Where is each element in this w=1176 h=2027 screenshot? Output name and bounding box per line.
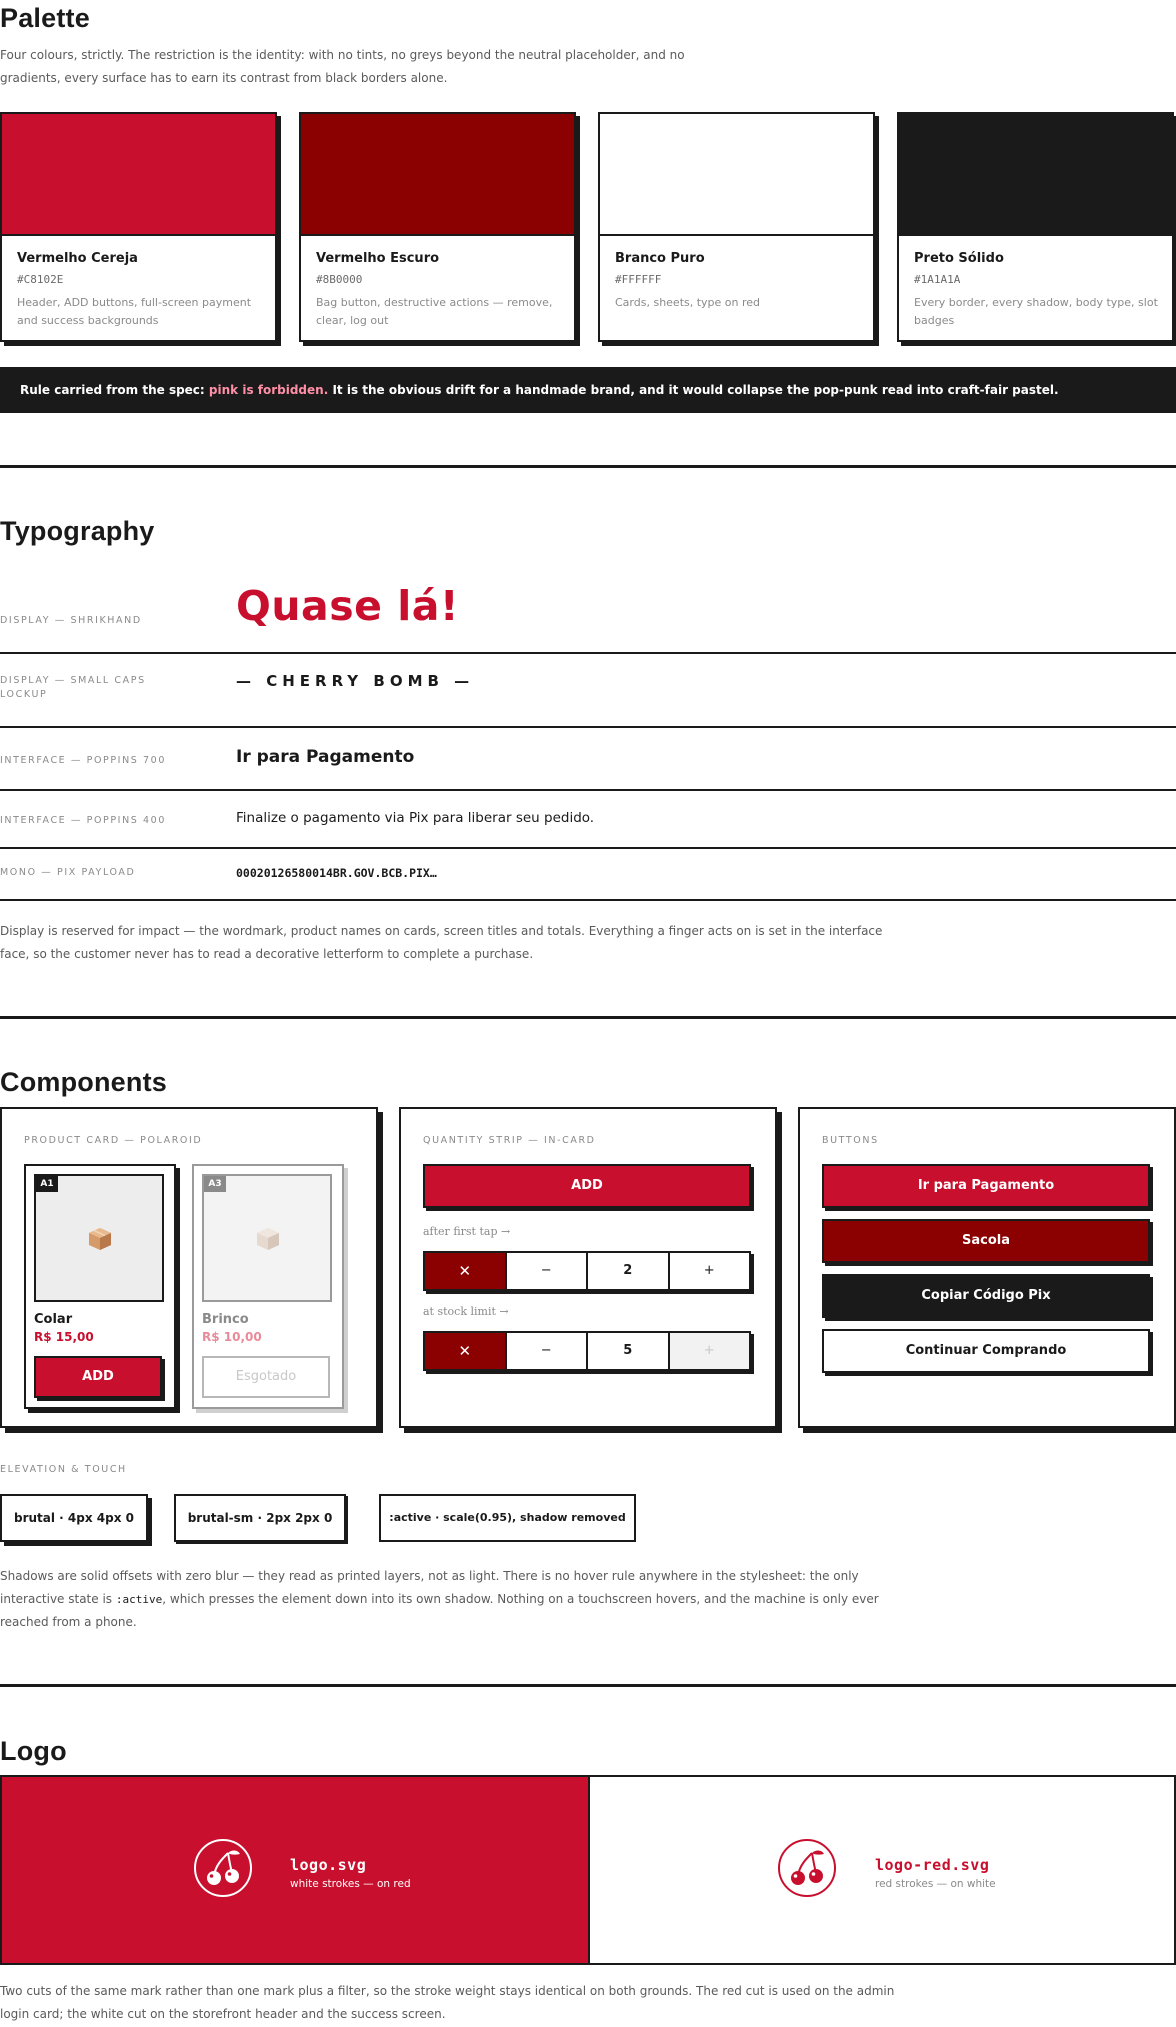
logo-heading: Logo (0, 1736, 67, 1766)
product-card-brinco (192, 1164, 344, 1409)
logo-panel-red (0, 1775, 589, 1965)
copy-pix-code-button[interactable]: Copiar Código Pix (822, 1274, 1150, 1318)
swatch-hex: #FFFFFF (615, 273, 662, 286)
logo-description: white strokes — on red (290, 1878, 411, 1890)
swatch-hex: #8B0000 (316, 273, 363, 286)
swatch-color (2, 114, 275, 236)
decrement-button[interactable]: − (507, 1253, 589, 1289)
type-label: INTERFACE — POPPINS 400 (0, 815, 166, 826)
swatch-color (899, 114, 1172, 236)
panel-title: QUANTITY STRIP — IN-CARD (423, 1135, 596, 1146)
type-row-lockup (0, 654, 1176, 728)
cherry-logo-icon (776, 1837, 838, 1899)
section-divider (0, 1684, 1176, 1687)
elevation-note-a: Shadows are solid offsets with zero blur — they read as printed layers, not as light. There is no hover rule anywhere in the stylesheet: the only interactive state is (0, 1569, 859, 1606)
panel-title: BUTTONS (822, 1135, 879, 1146)
quantity-stepper-stock-limit (423, 1331, 751, 1371)
swatch-color (301, 114, 574, 236)
swatch-color (600, 114, 873, 236)
swatch-vermelho-cereja (0, 112, 277, 342)
type-row-display (0, 560, 1176, 654)
active-state-sample: :active · scale(0.95), shadow removed (379, 1494, 636, 1542)
remove-button[interactable]: ✕ (425, 1333, 507, 1369)
product-name: Brinco (202, 1312, 249, 1327)
type-label: MONO — PIX PAYLOAD (0, 867, 136, 878)
buttons-panel (798, 1107, 1176, 1428)
swatch-hex: #C8102E (17, 273, 64, 286)
typography-heading: Typography (0, 516, 155, 546)
product-photo (202, 1174, 332, 1302)
swatch-name: Vermelho Cereja (17, 251, 138, 266)
add-button[interactable]: ADD (423, 1164, 751, 1208)
components-heading: Components (0, 1067, 167, 1097)
quantity-value: 5 (588, 1333, 670, 1369)
type-row-poppins-700 (0, 728, 1176, 791)
type-label: INTERFACE — POPPINS 700 (0, 755, 166, 766)
quantity-strip-panel (399, 1107, 777, 1428)
rule-rest: It is the obvious drift for a handmade brand, and it would collapse the pop-punk read into craft-fair pastel. (332, 383, 1059, 397)
type-row-mono (0, 849, 1176, 901)
swatch-vermelho-escuro (299, 112, 576, 342)
swatch-desc: Every border, every shadow, body type, slot badges (914, 296, 1158, 327)
swatch-branco-puro (598, 112, 875, 342)
section-divider (0, 1016, 1176, 1019)
type-label: DISPLAY — SHRIKHAND (0, 615, 142, 626)
palette-heading: Palette (0, 3, 90, 33)
increment-button-disabled: + (670, 1333, 750, 1369)
type-sample-mono: 00020126580014BR.GOV.BCB.PIX… (236, 866, 437, 880)
swatch-desc: Bag button, destructive actions — remove, clear, log out (316, 296, 553, 327)
strip-caption-first: after first tap → (423, 1225, 511, 1238)
sold-out-button: Esgotado (202, 1356, 330, 1398)
typography-note: Display is reserved for impact — the wordmark, product names on cards, screen titles and totals. Everything a finger acts on is set in the interface face, so the customer never has to read a decorative letterform to complete a purchase. (0, 924, 883, 961)
quantity-stepper-first-tap (423, 1251, 751, 1291)
slot-badge: A3 (204, 1176, 226, 1192)
section-divider (0, 465, 1176, 468)
rule-lead: Rule carried from the spec: (20, 383, 205, 397)
logo-panel-white (589, 1775, 1176, 1965)
remove-button[interactable]: ✕ (425, 1253, 507, 1289)
product-card-colar[interactable] (24, 1164, 176, 1409)
elevation-title: ELEVATION & TOUCH (0, 1464, 127, 1475)
continue-shopping-button[interactable]: Continuar Comprando (822, 1329, 1150, 1373)
logo-note: Two cuts of the same mark rather than one mark plus a filter, so the stroke weight stays identical on both grounds. The red cut is used on the admin login card; the white cut on the storefront header and the success screen. (0, 1984, 895, 2021)
type-label: DISPLAY — SMALL CAPS LOCKUP (0, 675, 146, 700)
product-price: R$ 10,00 (202, 1330, 262, 1344)
elevation-note-b: , which presses the element down into its own shadow. Nothing on a touchscreen hovers, and the machine is only ever reached from a phone. (0, 1592, 879, 1629)
swatch-name: Vermelho Escuro (316, 251, 440, 266)
increment-button[interactable]: + (703, 1263, 715, 1278)
quantity-value: 2 (588, 1253, 670, 1289)
logo-file-name: logo-red.svg (875, 1856, 990, 1874)
swatch-name: Preto Sólido (914, 251, 1004, 266)
swatch-preto-solido (897, 112, 1174, 342)
swatch-desc: Header, ADD buttons, full-screen payment and success backgrounds (17, 296, 252, 327)
add-button[interactable]: ADD (34, 1356, 162, 1398)
type-sample-regular: Finalize o pagamento via Pix para liberar seu pedido. (236, 810, 595, 826)
elevation-note (0, 1565, 880, 1634)
product-card-panel (0, 1107, 378, 1428)
box-icon (255, 1226, 281, 1252)
slot-badge: A1 (36, 1176, 58, 1192)
logo-description: red strokes — on white (875, 1878, 996, 1890)
type-sample-display: Quase lá! (236, 582, 460, 630)
type-sample-bold: Ir para Pagamento (236, 747, 415, 767)
logo-file-name: logo.svg (290, 1856, 367, 1874)
bag-button[interactable]: Sacola (822, 1219, 1150, 1263)
cherry-logo-icon (192, 1837, 254, 1899)
palette-intro: Four colours, strictly. The restriction is the identity: with no tints, no greys beyond the neutral placeholder, and no gradients, every surface has to earn its contrast from black borders alone. (0, 48, 685, 85)
brutal-shadow-sample: brutal · 4px 4px 0 (0, 1494, 148, 1542)
box-icon (87, 1226, 113, 1252)
go-to-payment-button[interactable]: Ir para Pagamento (822, 1164, 1150, 1208)
rule-highlight: pink is forbidden. (208, 383, 329, 397)
swatch-name: Branco Puro (615, 251, 705, 266)
panel-title: PRODUCT CARD — POLAROID (24, 1135, 203, 1146)
swatch-desc: Cards, sheets, type on red (615, 296, 761, 309)
elevation-note-code: :active (115, 1593, 163, 1606)
swatch-hex: #1A1A1A (914, 273, 961, 286)
brutal-sm-shadow-sample: brutal-sm · 2px 2px 0 (174, 1494, 346, 1542)
strip-caption-limit: at stock limit → (423, 1305, 509, 1318)
decrement-button[interactable]: − (507, 1333, 589, 1369)
type-sample-lockup: — CHERRY BOMB — (236, 672, 475, 690)
pink-forbidden-rule (0, 367, 1176, 413)
product-price: R$ 15,00 (34, 1330, 94, 1344)
product-name: Colar (34, 1312, 73, 1327)
product-photo (34, 1174, 164, 1302)
type-row-poppins-400 (0, 791, 1176, 849)
